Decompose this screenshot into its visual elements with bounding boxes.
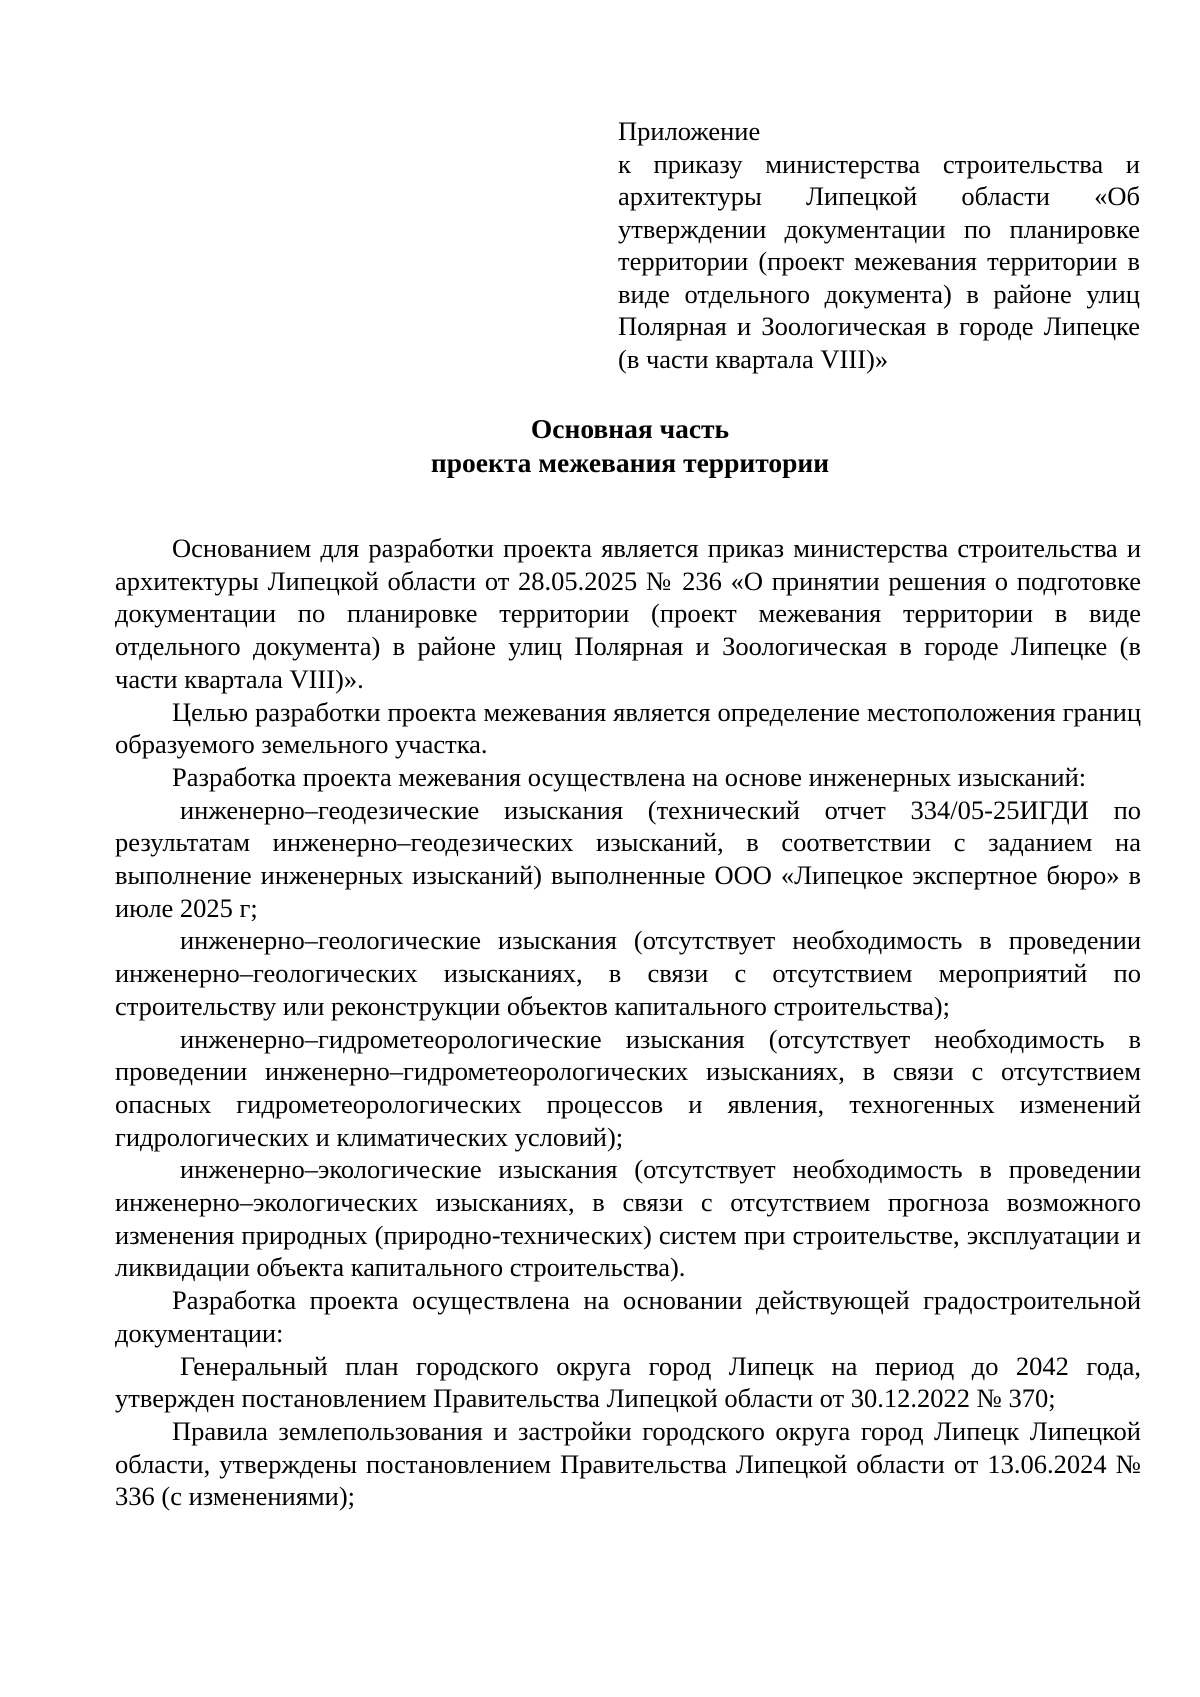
appendix-block (618, 115, 1140, 375)
list-item-geodetic: инженерно–геодезические изыскания (технический отчет 334/05-25ИГДИ по результатам инженерно–геодезических изысканий, в соответствии с заданием на выполнение инженерных изысканий) выполненные ООО «Липецкое экспертное бюро» в июле 2025 г; (115, 794, 1141, 923)
list-item-general-plan: Генеральный план городского округа город Липецк на период до 2042 года, утвержден постановлением Правительства Липецкой области от 30.12.2022 № 370; (115, 1350, 1141, 1414)
paragraph-goal: Целью разработки проекта межевания является определение местоположения границ образуемого земельного участка. (115, 696, 1141, 760)
list-item-geological: инженерно–геологические изыскания (отсутствует необходимость в проведении инженерно–геологических изысканиях, в связи с отсутствием мероприятий по строительству или реконструкции объектов капитального строительства); (115, 925, 1141, 1021)
title-line-2: проекта межевания территории (430, 447, 830, 478)
list-item-land-use-rules: Правила землепользования и застройки городского округа город Липецк Липецкой области, утверждены постановлением Правительства Липецкой области от 13.06.2024 № 336 (с изменениями); (115, 1415, 1141, 1512)
document-body (115, 532, 1141, 1513)
list-item-ecological: инженерно–экологические изыскания (отсутствует необходимость в проведении инженерно–экологических изысканиях, в связи с отсутствием прогноза возможного изменения природных (природно-технических) систем при строительстве, эксплуатации и ликвидации объекта капитального строительства). (115, 1154, 1141, 1283)
paragraph-basis: Основанием для разработки проекта является приказ министерства строительства и архитектуры Липецкой области от 28.05.2025 № 236 «О принятии решения о подготовке документации по планировке территории (проект межевания территории в виде отдельного документа) в районе улиц Полярная и Зоологическая в городе Липецке (в части квартала VIII)». (115, 533, 1141, 694)
title-line-1: Основная часть (530, 413, 730, 444)
paragraph-planning-docs-intro: Разработка проекта осуществлена на основании действующей градостроительной документации: (115, 1285, 1141, 1348)
list-item-hydrometeorological: инженерно–гидрометеорологические изыскания (отсутствует необходимость в проведении инженерно–гидрометеорологических изысканиях, в связи с отсутствием опасных гидрометеорологических процессов и явления, техногенных изменений гидрологических и климатических условий); (115, 1023, 1141, 1152)
appendix-reference: к приказу министерства строительства и архитектуры Липецкой области «Об утверждении документации по планировке территории (проект межевания территории в виде отдельного документа) в районе улиц Полярная и Зоологическая в городе Липецке (в части квартала VIII)» (618, 148, 1140, 374)
appendix-heading: Приложение (618, 116, 761, 146)
document-title (0, 412, 1200, 480)
paragraph-surveys-intro: Разработка проекта межевания осуществлена на основе инженерных изысканий: (172, 761, 1087, 792)
